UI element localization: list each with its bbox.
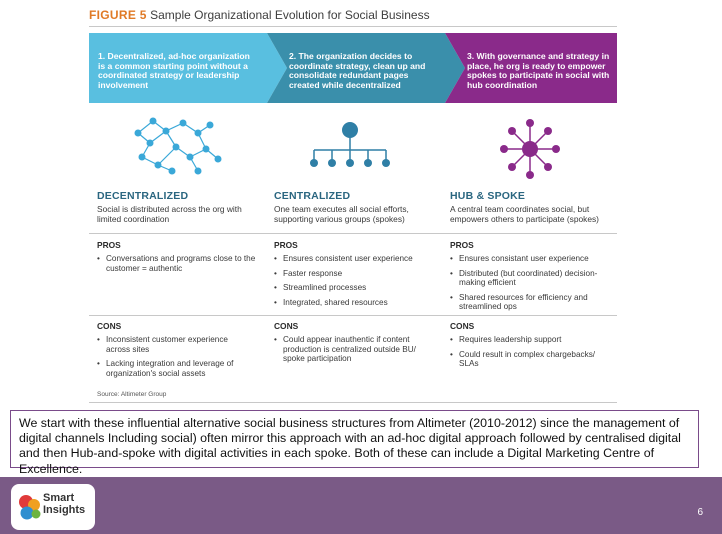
footer-bar <box>0 477 722 534</box>
pros-list-centralized <box>274 254 434 312</box>
pros-label-hub-spoke: PROS <box>450 240 474 250</box>
logo-icon <box>17 493 43 521</box>
list-item: • Distributed (but coordinated) decision-making efficient <box>450 269 608 288</box>
list-item: • Could appear inauthentic if content production is centralized outside BU/ spoke participation <box>274 335 439 364</box>
list-item: • Could result in complex chargebacks/ SLAs <box>450 350 610 369</box>
heading-centralized: CENTRALIZED <box>274 190 351 202</box>
pros-label-centralized: PROS <box>274 240 298 250</box>
cons-list-decentralized <box>97 335 252 383</box>
heading-decentralized: DECENTRALIZED <box>97 190 189 202</box>
list-item: • Faster response <box>274 269 434 279</box>
desc-centralized: One team executes all social efforts, supporting various groups (spokes) <box>274 204 409 224</box>
page-number: 6 <box>697 507 703 518</box>
cons-label-decentralized: CONS <box>97 321 122 331</box>
logo-text <box>43 492 85 516</box>
cons-label-hub-spoke: CONS <box>450 321 475 331</box>
cons-label-centralized: CONS <box>274 321 299 331</box>
banner-1-text: 1. Decentralized, ad-hoc organization is a common starting point without a coordinated strategy or leadership involvement <box>98 51 250 90</box>
list-item: • Ensures consistant user experience <box>450 254 608 264</box>
list-item: • Ensures consistent user experience <box>274 254 434 264</box>
title-divider <box>89 26 617 27</box>
cons-list-hub-spoke <box>450 335 610 374</box>
list-item: • Conversations and programs close to the customer = authentic <box>97 254 262 273</box>
pros-list-hub-spoke <box>450 254 608 317</box>
cons-divider <box>89 315 617 316</box>
banner-step-1 <box>89 33 289 103</box>
banner-2-text: 2. The organization decides to coordinate strategy, clean up and consolidate redundant pages created while decentralized <box>289 51 426 90</box>
figure-title-text: Sample Organizational Evolution for Social Business <box>150 8 430 22</box>
bottom-divider <box>89 402 617 403</box>
list-item: • Lacking integration and leverage of organization's social assets <box>97 359 252 378</box>
figure-label: FIGURE 5 <box>89 8 147 22</box>
logo-line-1: Smart <box>43 492 75 504</box>
pros-list-decentralized <box>97 254 262 278</box>
banner-step-3 <box>445 33 617 103</box>
desc-hub-spoke: A central team coordinates social, but empowers others to participate (spokes) <box>450 204 599 224</box>
list-item: • Integrated, shared resources <box>274 298 434 308</box>
logo-line-2: Insights <box>43 504 86 516</box>
list-item: • Streamlined processes <box>274 283 434 293</box>
desc-decentralized: Social is distributed across the org with limited coordination <box>97 204 242 224</box>
source-note: Source: Altimeter Group <box>97 391 167 398</box>
list-item: • Inconsistent customer experience across sites <box>97 335 252 354</box>
hub-spoke-icon <box>498 117 562 181</box>
smart-insights-logo <box>11 484 95 530</box>
list-item: • Shared resources for efficiency and streamlined ops <box>450 293 608 312</box>
banner-step-2 <box>267 33 467 103</box>
banner-3-text: 3. With governance and strategy in place, he org is ready to empower spokes to participate in social with hub coordination <box>467 51 610 90</box>
figure-title <box>89 8 430 22</box>
cons-list-centralized <box>274 335 439 369</box>
pros-label-decentralized: PROS <box>97 240 121 250</box>
list-item: • Requires leadership support <box>450 335 610 345</box>
heading-hub-spoke: HUB & SPOKE <box>450 190 526 202</box>
hierarchy-icon <box>304 120 396 172</box>
network-icon <box>128 113 224 177</box>
pros-divider <box>89 233 617 234</box>
caption-box: We start with these influential alternative social business structures from Altimeter (2010-2012) since the management of digital channels Including social) often mirror this approach with an ad-hoc digital approach followed by centralised digital and then Hub-and-spoke with digital activities in each spoke. Both of these can include a Digital Marketing Centre of Excellence. <box>10 410 699 468</box>
